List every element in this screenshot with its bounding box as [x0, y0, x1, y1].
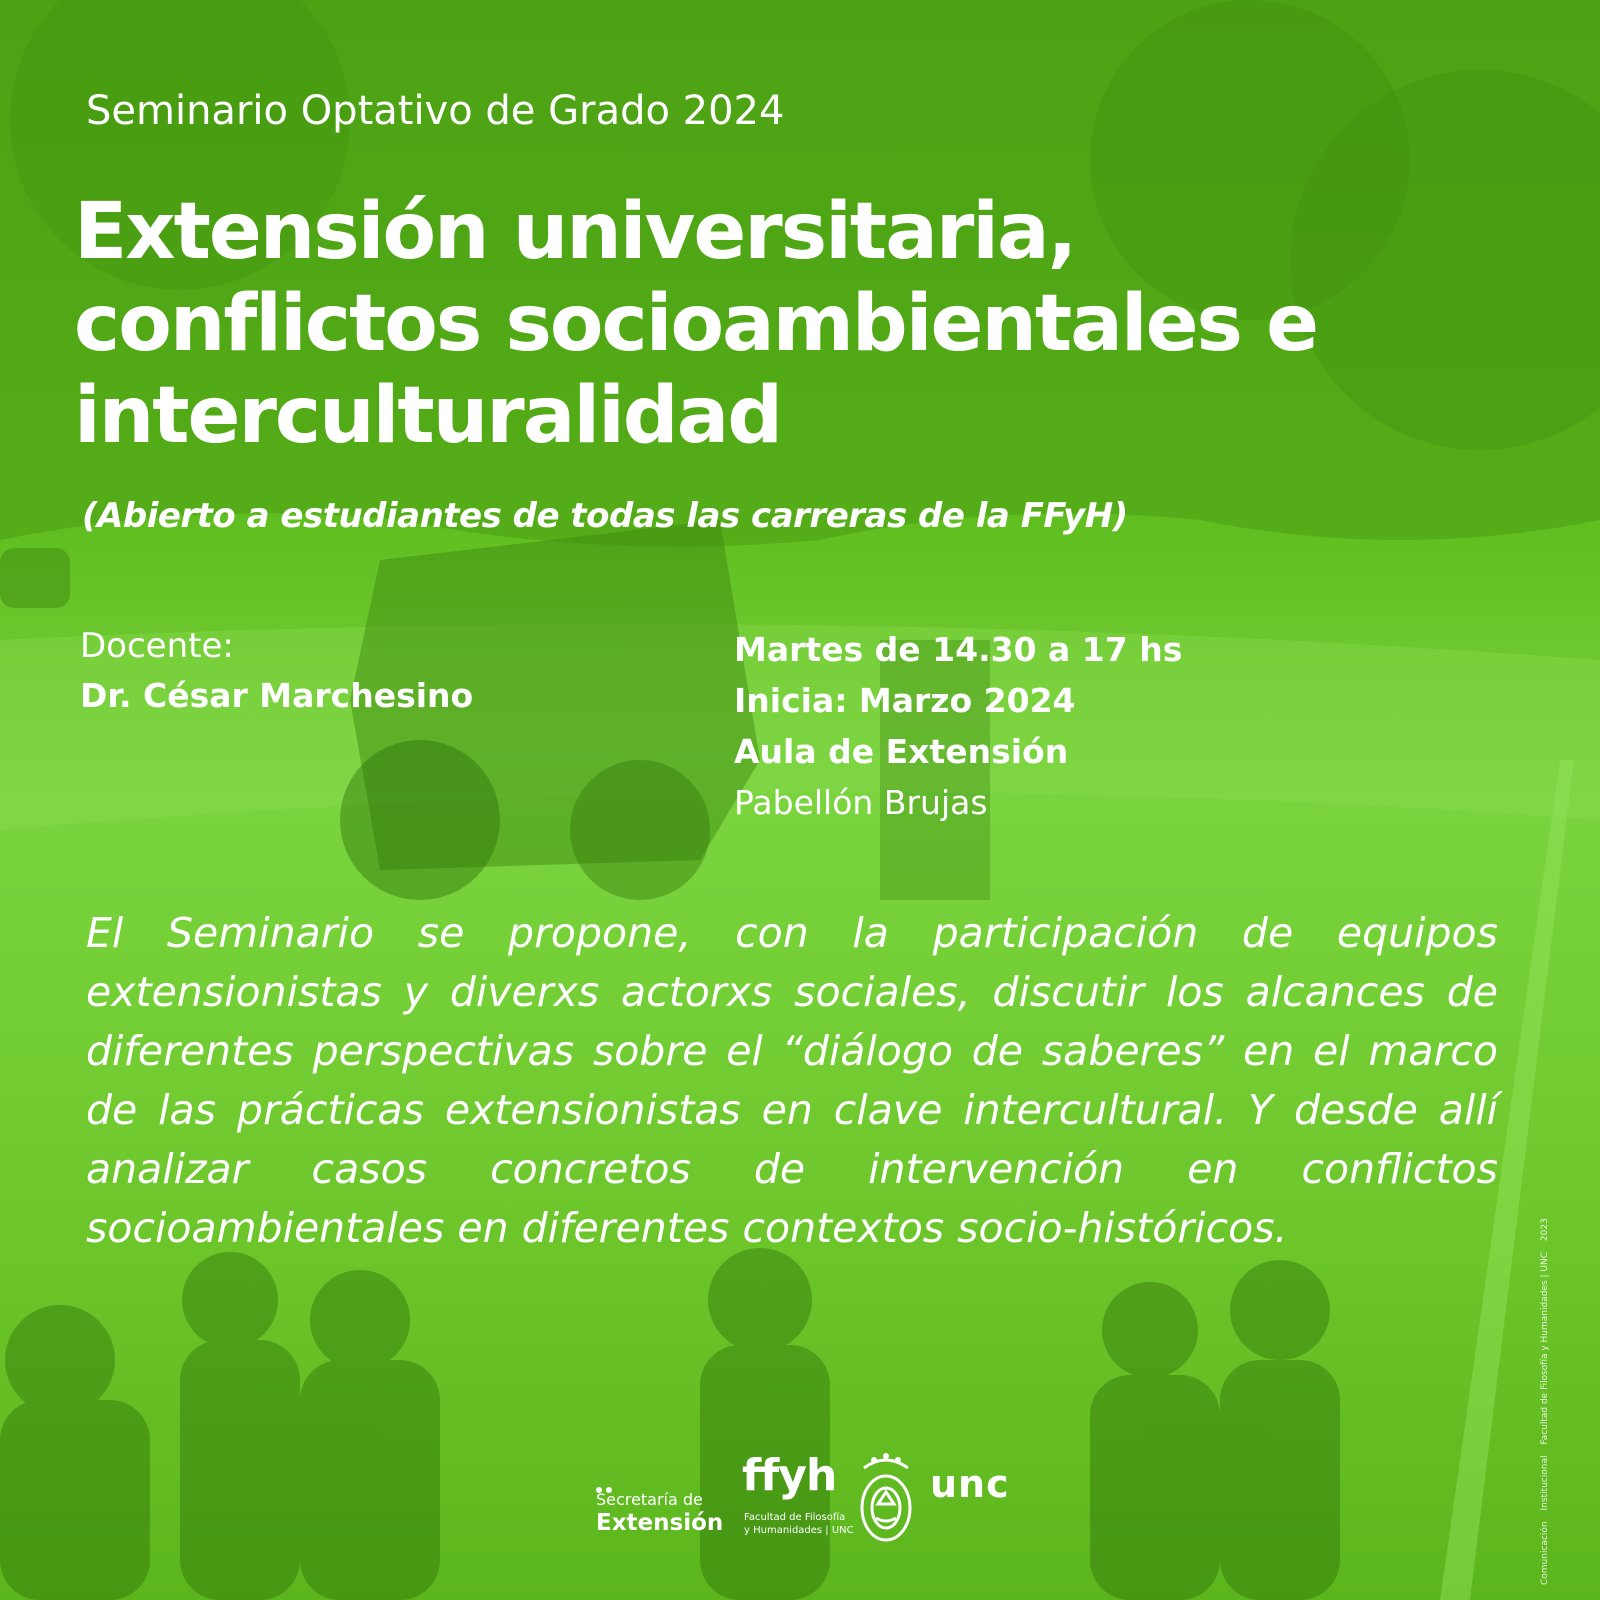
ffyh-subtitle-1: Facultad de Filosofía: [744, 1512, 846, 1523]
title-line-3: interculturalidad: [74, 371, 782, 461]
classroom: Aula de Extensión: [734, 732, 1069, 771]
credit-area-1: Comunicación: [1540, 1521, 1550, 1585]
seminar-description: El Seminario se propone, con la participación de equipos extensionistas y diverxs actorxs sociales, discutir los alcances de diferentes perspectivas sobre el “diálogo de saberes” en el marco de las prácticas extensionistas en clave intercultural. Y desde allí analizar casos concretos de intervención en conflictos socioambientales en diferentes contextos socio-históricos.: [86, 909, 1498, 1252]
credit-area-2: Institucional: [1540, 1455, 1550, 1511]
ffyh-wordmark: ffyh: [742, 1450, 837, 1501]
page-title: [74, 186, 1574, 462]
credit-org: Facultad de Filosofía y Humanidades | UNC: [1540, 1251, 1550, 1445]
secretaria-line-2: Extensión: [596, 1510, 724, 1536]
schedule-details: [734, 624, 1182, 828]
start-date: Inicia: Marzo 2024: [734, 681, 1076, 720]
secretaria-line-1: Secretaría de: [596, 1490, 703, 1509]
building: Pabellón Brujas: [734, 783, 988, 822]
title-line-1: Extensión universitaria,: [74, 187, 1076, 277]
side-credit: [1540, 1210, 1550, 1585]
ffyh-subtitle-2: y Humanidades | UNC: [744, 1525, 854, 1536]
teacher-label: Docente:: [80, 626, 234, 666]
title-line-2: conflictos socioambientales e: [74, 279, 1317, 369]
schedule-time: Martes de 14.30 a 17 hs: [734, 630, 1183, 669]
secretaria-extension-logo: [596, 1478, 726, 1548]
credit-year: 2023: [1540, 1218, 1550, 1242]
university-seal-icon: [850, 1448, 922, 1548]
seminar-kicker: Seminario Optativo de Grado 2024: [86, 88, 785, 134]
audience-subtitle: (Abierto a estudiantes de todas las carreras de la FFyH): [82, 496, 1128, 536]
unc-wordmark: unc: [930, 1462, 1010, 1506]
ffyh-logo: [742, 1450, 854, 1550]
teacher-name: Dr. César Marchesino: [80, 676, 474, 715]
